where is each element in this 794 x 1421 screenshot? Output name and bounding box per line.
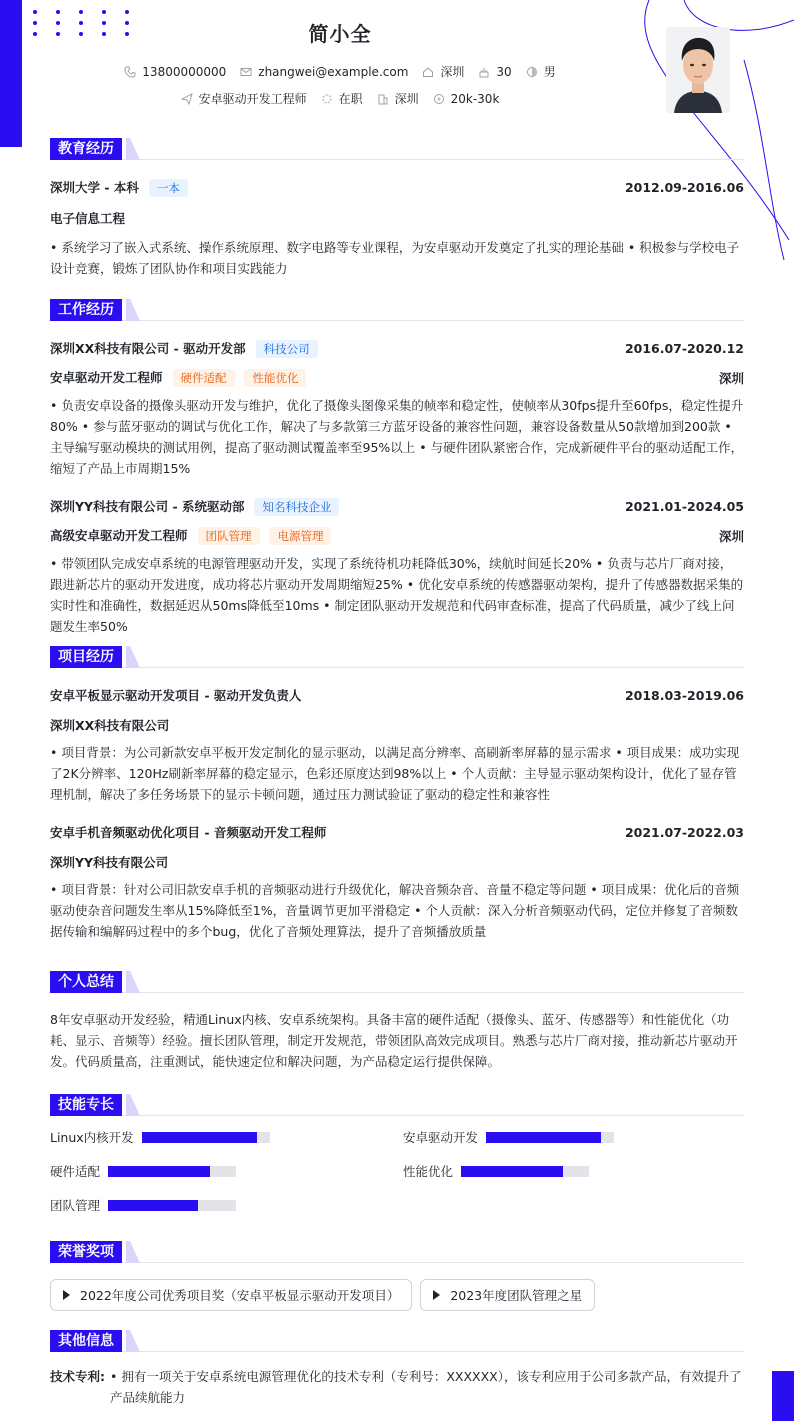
work-desc: • 负责安卓设备的摄像头驱动开发与维护，优化了摄像头图像采集的帧率和稳定性，使帧率从30fps提升至60fps，稳定性提升80% • 参与蓝牙驱动的调试与优化工作，解决了与多款第三方蓝牙设备的兼容性问题，兼容设备数量从50款增加到200款 • 主导编写驱动模块的测试用例，提高了驱动测试覆盖率至95%以上 • 与硬件团队紧密合作，完成新硬件平台的驱动适配工作，缩短了产品上市周期15% [50, 398, 744, 476]
projects-section [50, 646, 744, 942]
skill-tag: 电源管理 [269, 527, 331, 545]
skills-section [50, 1094, 744, 1226]
send-icon [181, 93, 193, 105]
work-company-row [50, 497, 744, 516]
skill-bar [108, 1200, 236, 1211]
play-icon [63, 1290, 70, 1300]
patent-text: • 拥有一项关于安卓系统电源管理优化的技术专利（专利号：XXXXXX），该专利应用于公司多款产品，有效提升了产品续航能力 [110, 1369, 742, 1405]
project-name: 安卓手机音频驱动优化项目 - 音频驱动开发工程师 [50, 825, 327, 840]
phone-icon [124, 66, 136, 78]
status-icon [321, 93, 333, 105]
awards-list [50, 1279, 744, 1311]
skill-bar-fill [486, 1132, 601, 1143]
project-name-row [50, 823, 744, 841]
section-title: 教育经历 [50, 138, 122, 160]
work-section [50, 299, 744, 637]
job-title: 高级安卓驱动开发工程师 [50, 528, 188, 543]
work-title-row [50, 368, 744, 387]
skill-bar [486, 1132, 614, 1143]
work-desc: • 带领团队完成安卓系统的电源管理驱动开发，实现了系统待机功耗降低30%，续航时间延长20% • 负责与芯片厂商对接，跟进新芯片的驱动开发进度，成功将芯片驱动开发周期缩短25% • 优化安卓系统的传感器驱动架构，提升了传感器数据采集的实时性和准确性，数据延迟从50ms降低至10ms • 制定团队驱动开发规范和代码审查标准，提高了代码质量，减少了线上问题发生率50% [50, 556, 744, 634]
work-date: 2021.01-2024.05 [624, 499, 744, 514]
skill-name: 安卓驱动开发 [403, 1130, 479, 1145]
project-desc: • 项目背景：针对公司旧款安卓手机的音频驱动进行升级优化，解决音频杂音、音量不稳定等问题 • 项目成果：优化后的音频驱动使杂音问题发生率从15%降低至1%，音量调节更加平滑稳定 • 个人贡献：深入分析音频驱动代码，定位并修复了音频数据传输和编解码过程中的多个bug，优化了音频处理算法，提升了音频播放质量 [50, 882, 740, 939]
skill-item [403, 1162, 589, 1180]
awards-section [50, 1241, 744, 1311]
avatar-portrait [666, 27, 730, 113]
company-name: 深圳XX科技有限公司 - 驱动开发部 [50, 341, 246, 356]
phone-text: 13800000000 [142, 64, 227, 79]
summary-header [50, 971, 744, 993]
summary-text: 8年安卓驱动开发经验，精通Linux内核、安卓系统架构。具备丰富的硬件适配（摄像头、蓝牙、传感器等）和性能优化（功耗、显示、音频等）经验。擅长团队管理，制定开发规范，带领团队高效完成项目。熟悉与芯片厂商对接，推动新芯片驱动开发。代码质量高，注重测试，能快速定位和解决问题，为产品稳定运行提供保障。 [50, 1012, 738, 1069]
company-tag: 知名科技企业 [254, 498, 339, 516]
work-city: 深圳 [718, 370, 744, 386]
project-name-row [50, 686, 744, 704]
resume-header [0, 0, 794, 120]
section-tail-shape [126, 1241, 140, 1263]
company-tag: 科技公司 [256, 340, 318, 358]
skill-bar [108, 1166, 236, 1177]
age-text: 30 [496, 64, 512, 79]
skill-name: Linux内核开发 [50, 1130, 134, 1145]
award-text: 2022年度公司优秀项目奖（安卓平板显示驱动开发项目） [80, 1288, 400, 1303]
section-title: 项目经历 [50, 646, 122, 668]
mail-icon [240, 66, 252, 78]
work-company-row [50, 339, 744, 358]
home-icon [422, 66, 434, 78]
skill-bar-fill [461, 1166, 563, 1177]
salary-text: 20k-30k [450, 91, 500, 106]
award-text: 2023年度团队管理之星 [450, 1288, 583, 1303]
school-tag: 一本 [149, 179, 188, 197]
salary-item [433, 92, 500, 106]
skill-grid [50, 1116, 744, 1226]
work-item [50, 339, 744, 479]
project-item [50, 686, 744, 805]
job-intent-row [0, 90, 680, 107]
patent-row [50, 1366, 744, 1408]
skill-bar [142, 1132, 270, 1143]
skill-bar-fill [108, 1166, 210, 1177]
project-date: 2021.07-2022.03 [624, 824, 744, 840]
work-city-text: 深圳 [394, 92, 419, 106]
gender-text: 男 [543, 65, 556, 79]
skill-bar-fill [108, 1200, 198, 1211]
status-text: 在职 [338, 92, 363, 106]
coin-icon [433, 93, 445, 105]
project-company: 深圳YY科技有限公司 [50, 855, 169, 870]
status-item [321, 90, 363, 107]
project-company: 深圳XX科技有限公司 [50, 718, 170, 733]
project-desc: • 项目背景：为公司新款安卓平板开发定制化的显示驱动，以满足高分辨率、高刷新率屏幕的显示需求 • 项目成果：成功实现了2K分辨率、120Hz刷新率屏幕的稳定显示，色彩还原度达到98%以上 • 个人贡献：主导显示驱动架构设计，优化了显存管理机制，解决了多任务场景下的显示卡顿问题，通过压力测试验证了驱动的稳定性和兼容性 [50, 745, 740, 802]
section-tail-shape [126, 1330, 140, 1352]
section-tail-shape [126, 971, 140, 993]
work-city: 深圳 [718, 528, 744, 544]
section-tail-shape [126, 299, 140, 321]
project-item [50, 823, 744, 942]
city-text: 深圳 [440, 65, 465, 79]
contact-row [0, 63, 680, 80]
section-title: 个人总结 [50, 971, 122, 993]
avatar [666, 27, 730, 113]
section-title: 其他信息 [50, 1330, 122, 1352]
other-header [50, 1330, 744, 1352]
play-icon [433, 1290, 440, 1300]
skill-item [50, 1196, 236, 1214]
education-desc: • 系统学习了嵌入式系统、操作系统原理、数字电路等专业课程，为安卓驱动开发奠定了扎实的理论基础 • 积极参与学校电子设计竞赛，锻炼了团队协作和项目实践能力 [50, 240, 740, 276]
summary-section [50, 971, 744, 1072]
job-target-text: 安卓驱动开发工程师 [198, 92, 307, 106]
age-item [478, 65, 511, 79]
school-name: 深圳大学 - 本科 [50, 180, 139, 195]
skill-tag: 团队管理 [198, 527, 260, 545]
job-title: 安卓驱动开发工程师 [50, 370, 163, 385]
skill-name: 性能优化 [403, 1164, 454, 1179]
education-row [50, 178, 744, 197]
award-item [50, 1279, 412, 1311]
award-item [420, 1279, 595, 1311]
work-date: 2016.07-2020.12 [624, 341, 744, 356]
work-title-row [50, 526, 744, 545]
company-name: 深圳YY科技有限公司 - 系统驱动部 [50, 499, 245, 514]
section-title: 工作经历 [50, 299, 122, 321]
other-section [50, 1330, 744, 1408]
section-tail-shape [126, 138, 140, 160]
gender-item [526, 63, 556, 80]
email-item [240, 65, 408, 79]
education-date: 2012.09-2016.06 [624, 180, 744, 195]
gender-icon [526, 66, 538, 78]
project-date: 2018.03-2019.06 [624, 687, 744, 703]
section-title: 技能专长 [50, 1094, 122, 1116]
right-accent-bar [772, 1371, 794, 1421]
email-text: zhangwei@example.com [258, 64, 409, 79]
skill-tag: 硬件适配 [173, 369, 235, 387]
candidate-name: 简小全 [308, 22, 372, 46]
awards-header [50, 1241, 744, 1263]
skill-name: 硬件适配 [50, 1164, 101, 1179]
work-city-item [377, 90, 419, 107]
work-header [50, 299, 744, 321]
skill-name: 团队管理 [50, 1198, 101, 1213]
city-item [422, 63, 464, 80]
education-section [50, 138, 744, 279]
skill-bar-fill [142, 1132, 257, 1143]
skill-tag: 性能优化 [244, 369, 306, 387]
skill-bar [461, 1166, 589, 1177]
patent-label: 技术专利: [50, 1369, 105, 1384]
skill-item [403, 1128, 614, 1146]
work-item [50, 497, 744, 637]
phone-item [124, 65, 226, 79]
cake-icon [478, 66, 490, 78]
projects-header [50, 646, 744, 668]
skills-header [50, 1094, 744, 1116]
education-header [50, 138, 744, 160]
skill-item [50, 1162, 236, 1180]
skill-item [50, 1128, 270, 1146]
project-name: 安卓平板显示驱动开发项目 - 驱动开发负责人 [50, 688, 302, 703]
section-tail-shape [126, 646, 140, 668]
job-target-item [181, 90, 307, 107]
major: 电子信息工程 [50, 211, 126, 226]
section-title: 荣誉奖项 [50, 1241, 122, 1263]
section-tail-shape [126, 1094, 140, 1116]
building-icon [377, 93, 389, 105]
